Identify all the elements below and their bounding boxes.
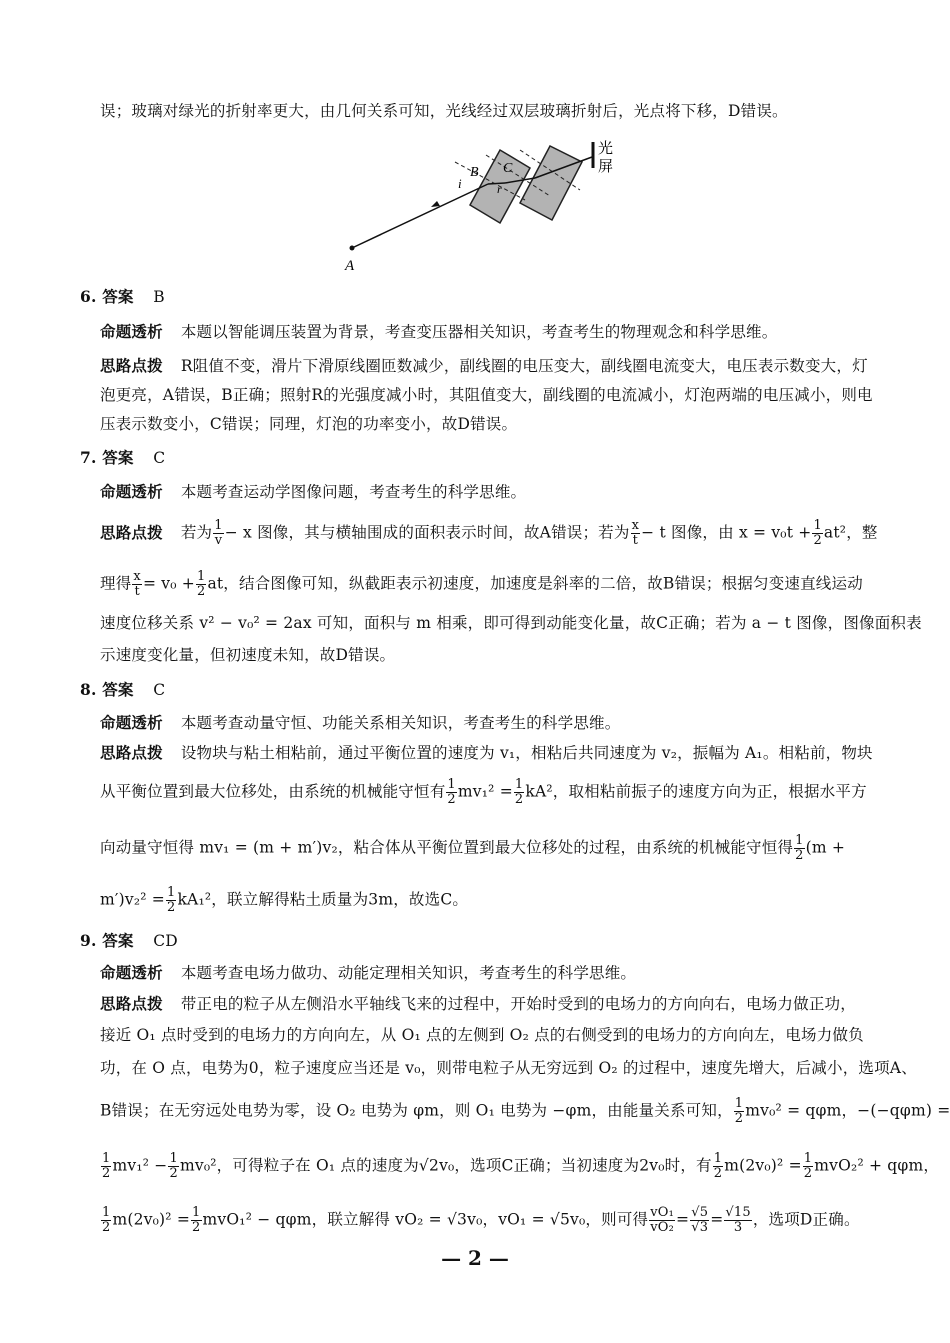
q7-idea-1b: − x 图像，其与横轴围成的面积表示时间，故A错误；若为 [224, 523, 630, 542]
q8-idea-2 [100, 778, 865, 807]
q6-analysis-text: 本题以智能调压装置为背景，考查变压器相关知识，考查考生的物理观念和科学思维。 [180, 323, 778, 341]
q6-idea-text-1: R阻值不变，滑片下滑原线圈匝数减少，副线圈的电压变大，副线圈电流变大，电压表示数变大，灯 [180, 357, 868, 375]
q7-idea-1a: 若为 [180, 523, 213, 542]
q7-analysis-tag: 命题透析 [100, 483, 163, 501]
q7-idea-3: 速度位移关系 v² − v₀² = 2ax 可知，面积与 m 相乘，即可得到动能变化量，故C正确；若为 a − t 图像，图像面积表 [100, 614, 922, 632]
q9-analysis [100, 962, 865, 984]
q7-answer-label: 答案 [102, 449, 134, 467]
q8-idea-2a: 从平衡位置到最大位移处，由系统的机械能守恒有 [100, 782, 446, 801]
q8-idea-3a: 向动量守恒得 mv₁ = (m + m′)v₂，粘合体从平衡位置到最大位移处的过程，由系统的机械能守恒得 [100, 838, 794, 857]
q7-idea-tag: 思路点拨 [100, 523, 163, 542]
fraction-1-over-v: $\frac{1}{v}$ [214, 518, 223, 548]
q8-idea-text-1: 设物块与粘土相粘前，通过平衡位置的速度为 v₁，相粘后共同速度为 v₂，振幅为 A₁。相粘前，物块 [180, 744, 873, 762]
q8-idea-2c: kA²，取相粘前振子的速度方向为正，根据水平方 [525, 782, 867, 801]
q9-idea-4a: B错误；在无穷远处电势为零，设 O₂ 电势为 φm，则 O₁ 电势为 −φm，由能量关系可知， [100, 1101, 733, 1120]
q9-idea-6e: ，选项D正确。 [752, 1210, 860, 1229]
q9-idea-6a: m(2v₀)² = [112, 1210, 191, 1229]
q8-analysis-tag: 命题透析 [100, 714, 163, 732]
q8-idea-4a: m′)v₂² = [100, 890, 165, 909]
q9-idea-6b: mvO₁² − qφm，联立解得 vO₂ = √3v₀，vO₁ = √5v₀，则可得 [202, 1210, 649, 1229]
q8-answer: C [153, 681, 166, 699]
q8-analysis-text: 本题考查动量守恒、功能关系相关知识，考查考生的科学思维。 [180, 714, 621, 732]
fraction-half-c: $\frac{1}{2}$ [795, 833, 804, 863]
q9-idea-4b: mv₀² = qφm，−(−qφm) = [745, 1101, 950, 1120]
q8-idea-4 [100, 886, 865, 915]
q9-analysis-tag: 命题透析 [100, 964, 163, 982]
fraction-vo1-over-vo2: $\frac{\text{vO₁}}{\text{vO₂}}$ [650, 1205, 675, 1235]
q7-idea-2c: at，结合图像可知，纵截距表示初速度，加速度是斜率的二倍，故B错误；根据匀变速直线运动 [207, 574, 863, 593]
q9-number: 9. [80, 931, 97, 950]
q6-analysis [100, 321, 865, 343]
q9-idea-1 [100, 993, 865, 1015]
q8-idea-1 [100, 742, 873, 764]
q7-analysis [100, 481, 865, 503]
fraction-half-b: $\frac{1}{2}$ [514, 777, 524, 807]
angle-r-label: r [497, 182, 502, 196]
q9-idea-5c: m(2v₀)² = [724, 1156, 802, 1175]
point-a-label: A [345, 258, 355, 274]
q6-number: 6. [80, 287, 97, 306]
q6-analysis-tag: 命题透析 [100, 323, 163, 341]
q9-idea-5 [100, 1151, 940, 1181]
q8-answer-line [80, 679, 845, 701]
q7-number: 7. [80, 448, 97, 467]
fraction-x-over-t: $\frac{x}{t}$ [631, 518, 640, 548]
q6-idea-1 [100, 355, 868, 377]
page-number: — 2 — [441, 1246, 509, 1270]
q9-idea-4 [100, 1096, 950, 1126]
point-c-label: C [503, 161, 513, 176]
q9-answer-line [80, 930, 845, 952]
q6-idea-tag: 思路点拨 [100, 357, 163, 375]
q6-answer: B [153, 288, 165, 306]
q9-idea-2: 接近 O₁ 点时受到的电场力的方向向左，从 O₁ 点的左侧到 O₂ 点的右侧受到的电场力的方向向左，电场力做负 [100, 1026, 864, 1044]
screen-label-1: 光 [598, 139, 614, 157]
fraction-half-k: $\frac{1}{2}$ [192, 1205, 201, 1235]
q8-idea-tag: 思路点拨 [100, 744, 163, 762]
ray-arrow [431, 201, 440, 207]
q7-analysis-text: 本题考查运动学图像问题，考查考生的科学思维。 [180, 483, 527, 501]
q9-idea-text-1: 带正电的粒子从左侧沿水平轴线飞来的过程中，开始时受到的电场力的方向向右，电场力做正功， [180, 995, 856, 1013]
q9-analysis-text: 本题考查电场力做功、动能定理相关知识，考查考生的科学思维。 [180, 964, 637, 982]
screen-label-2: 屏 [598, 157, 614, 175]
fraction-1-over-2-b: $\frac{1}{2}$ [196, 569, 206, 599]
q6-idea-2: 泡更亮，A错误，B正确；照射R的光强度减小时，其阻值变大，副线圈的电流减小，灯泡两端的电压减小，则电 [100, 386, 873, 404]
fraction-half-h: $\frac{1}{2}$ [713, 1151, 723, 1181]
q9-idea-3: 功，在 O 点，电势为0，粒子速度应当还是 v₀，则带电粒子从无穷远到 O₂ 的过程中，速度先增大，后减小，选项A、 [100, 1059, 917, 1077]
fraction-sqrt5-over-sqrt3: $\frac{√5}{√3}$ [691, 1205, 709, 1235]
point-b-label: B [470, 165, 479, 180]
q9-idea-6c: = [676, 1210, 690, 1229]
fraction-half-a: $\frac{1}{2}$ [447, 777, 456, 807]
q7-answer: C [153, 449, 166, 467]
point-a-dot [350, 246, 355, 251]
incident-ray [352, 184, 488, 248]
q7-idea-2a: 理得 [100, 574, 132, 593]
angle-i-label: i [458, 176, 462, 191]
fraction-1-over-2: $\frac{1}{2}$ [813, 518, 822, 548]
q6-idea-3: 压表示数变小，C错误；同理，灯泡的功率变小，故D错误。 [100, 415, 518, 433]
q6-answer-line [80, 286, 845, 308]
fraction-half-i: $\frac{1}{2}$ [803, 1151, 813, 1181]
q9-answer-label: 答案 [102, 932, 134, 950]
q7-idea-2 [100, 570, 865, 599]
q9-idea-5a: mv₁² − [112, 1156, 168, 1175]
q8-number: 8. [80, 680, 97, 699]
q6-answer-label: 答案 [102, 288, 134, 306]
q9-idea-5d: mvO₂² + qφm， [814, 1156, 940, 1175]
fraction-half-d: $\frac{1}{2}$ [166, 885, 176, 915]
q7-idea-1d: at²，整 [823, 523, 878, 542]
fraction-half-f: $\frac{1}{2}$ [102, 1151, 111, 1181]
fraction-half-g: $\frac{1}{2}$ [169, 1151, 178, 1181]
q8-idea-3 [100, 834, 865, 863]
q8-idea-3b: (m + [805, 838, 846, 857]
fraction-x-over-t-2: $\frac{x}{t}$ [133, 569, 141, 599]
q8-idea-4b: kA₁²，联立解得粘土质量为3m，故选C。 [177, 890, 469, 909]
fraction-sqrt15-over-3: $\frac{√15}{3}$ [725, 1205, 751, 1235]
q9-idea-6d: = [710, 1210, 724, 1229]
q9-answer: CD [153, 932, 178, 950]
intro-line-1: 误；玻璃对绿光的折射率更大，由几何关系可知，光线经过双层玻璃折射后，光点将下移，D错误。 [100, 102, 788, 120]
q7-answer-line [80, 447, 845, 469]
q9-idea-5b: mv₀²，可得粒子在 O₁ 点的速度为√2v₀，选项C正确；当初速度为2v₀时，有 [179, 1156, 712, 1175]
q7-idea-1 [100, 518, 878, 548]
q7-idea-2b: = v₀ + [142, 574, 195, 593]
q7-idea-1c: − t 图像，由 x = v₀t + [641, 523, 812, 542]
refraction-diagram [0, 0, 950, 300]
fraction-half-e: $\frac{1}{2}$ [734, 1096, 744, 1126]
q9-idea-tag: 思路点拨 [100, 995, 163, 1013]
q8-idea-2b: mv₁² = [457, 782, 513, 801]
q8-answer-label: 答案 [102, 681, 134, 699]
q8-analysis [100, 712, 865, 734]
q9-idea-6 [100, 1206, 865, 1235]
q7-idea-4: 示速度变化量，但初速度未知，故D错误。 [100, 646, 396, 664]
fraction-half-j: $\frac{1}{2}$ [102, 1205, 111, 1235]
